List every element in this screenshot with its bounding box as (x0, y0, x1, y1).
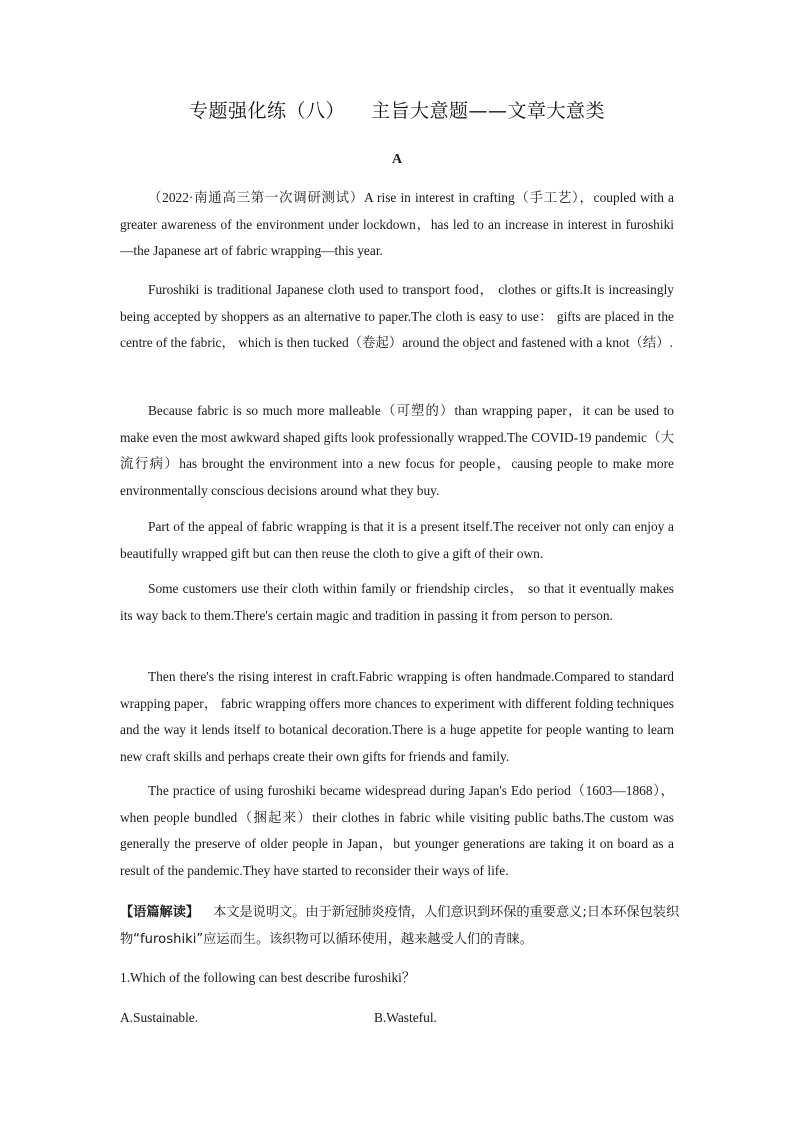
question-stem: 1.Which of the following can best describe furoshiki？ (120, 970, 416, 985)
option-a[interactable]: A.Sustainable. (120, 1010, 199, 1025)
paragraph-4: Part of the appeal of fabric wrapping is that it is a present itself.The receiver not only can enjoy a beautifully wrapped gift but can then reuse the cloth to give a gift of their own. (120, 519, 674, 561)
paragraph-6: Then there's the rising interest in craft.Fabric wrapping is often handmade.Compared to standard wrapping paper， fabric wrapping offers more chances to experiment with different folding techniques and the way it lends itself to botanical decoration.There is a huge appetite for people wanting to learn new craft skills and perhaps create their own gifts for friends and family. (120, 669, 674, 764)
paragraph-2: Furoshiki is traditional Japanese cloth used to transport food， clothes or gifts.It is increasingly being accepted by shoppers as an alternative to paper.The cloth is easy to use： gifts are placed in the centre of the fabric， which is then tucked（卷起）around the object and fastened with a knot（结）. (120, 282, 674, 350)
paragraph-3: Because fabric is so much more malleable（可塑的）than wrapping paper，it can be used to make even the most awkward shaped gifts look professionally wrapped.The COVID-19 pandemic（大流行病）has brought the environment into a new focus for people，causing people to make more environmentally conscious decisions around what they buy. (120, 403, 674, 498)
paragraph-7: The practice of using furoshiki became widespread during Japan's Edo period（1603—1868），when people bundled（捆起来）their clothes in fabric while visiting public baths.The custom was generally the preserve of older people in Japan，but younger generations are taking it on board as a result of the pandemic.They have started to reconsider their ways of life. (120, 783, 674, 878)
option-b[interactable]: B.Wasteful. (374, 1010, 437, 1025)
section-label: A (391, 152, 403, 167)
paragraph-1: （2022·南通高三第一次调研测试）A rise in interest in crafting（手工艺），coupled with a greater awareness of the environment under lockdown，has led to an increase in interest in furoshiki—the Japanese art of fabric wrapping—this year. (120, 190, 674, 258)
passage-analysis (120, 899, 680, 953)
page-title (0, 96, 794, 123)
analysis-tag: 【语篇解读】 (120, 905, 200, 920)
analysis-text: 本文是说明文。由于新冠肺炎疫情，人们意识到环保的重要意义;日本环保包装织物“furoshiki”应运而生。该织物可以循环使用，越来越受人们的青睐。 (120, 905, 680, 947)
title-part-2: 主旨大意题——文章大意类 (371, 100, 606, 122)
paragraph-5: Some customers use their cloth within family or friendship circles， so that it eventually makes its way back to them.There's certain magic and tradition in passing it from person to person. (120, 581, 674, 623)
title-part-1: 专题强化练（八） (188, 100, 345, 122)
